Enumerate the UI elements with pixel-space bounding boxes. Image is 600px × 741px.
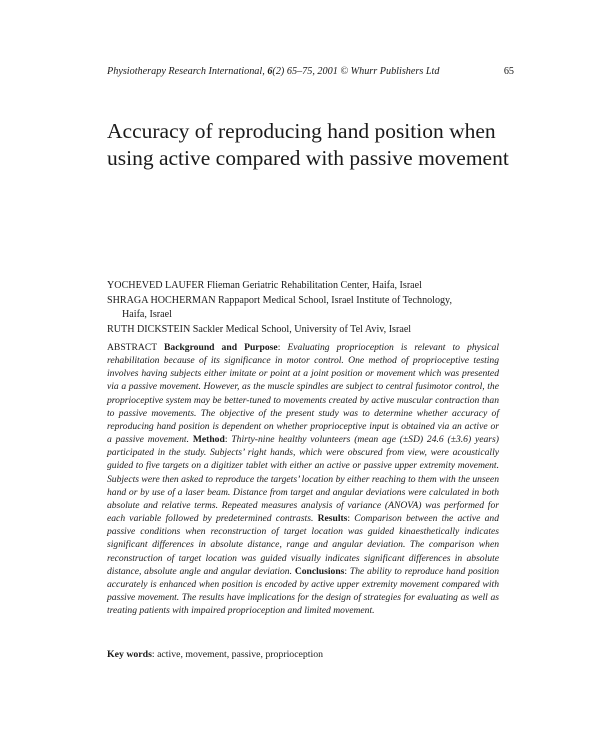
author-entry bbox=[107, 323, 507, 338]
results-heading: Results bbox=[317, 513, 348, 525]
running-header bbox=[107, 66, 514, 80]
author-name: YOCHEVED LAUFER bbox=[107, 280, 205, 291]
keywords: Key words: active, movement, passive, proprioception bbox=[107, 649, 324, 660]
conclusions-text: The ability to reproduce hand position accurately is enhanced when position is encoded by active upper extremity movement compared with passive movement. The results have implications for the design of strategies for evaluating as well as treating patients with impaired proprioception and limited movement. bbox=[107, 565, 500, 617]
background-heading: Background and Purpose bbox=[164, 342, 278, 353]
author-affiliation: Flieman Geriatric Rehabilitation Center, Haifa, Israel bbox=[204, 280, 422, 291]
abstract: ABSTRACT Background and Purpose: Evaluating proprioception is relevant to physical rehabilitation because of its significance in motor control. One method of proprioceptive testing involves having subjects either imitate or point at a joint position or movement which was presented via a passive movement. However, as the muscle spindles are subject to central fusimotor control, the proprioceptive system may be better-tuned to movements created by active muscular contraction than to passive movements. The objective of the present study was to determine whether accuracy of reproducing hand position is dependent on whether proprioceptive input is obtained via an active or a passive movement. Method: Thirty-nine healthy volunteers (mean age (±SD) 24.6 (±3.6) years) participated in the study. Subjects’ right hands, which were obscured from view, were acoustically guided to five targets on a digitizer tablet with either an active or passive upper extremity movement. Subjects were then asked to reproduce the targets’ location by either reaching to them with the unseen hand or by use of a laser beam. Distance from target and angular deviations were calculated in both absolute and relative terms. Repeated measures analysis of variance (ANOVA) was performed for each variable followed by predetermined contrasts. Results: Comparison between the active and passive conditions when reconstruction of target location was guided kinaesthetically indicates significant differences in absolute distance, range and angular deviation. The comparison when reconstruction of target location was guided visually indicates significant differences in absolute distance, absolute angle and angular deviation. Conclusions: The ability to reproduce hand position accurately is enhanced when position is encoded by active upper extremity movement compared with passive movement. The results have implications for the design of strategies for evaluating as well as treating patients with impaired proprioception and limited movement. bbox=[107, 342, 500, 617]
journal-citation: Physiotherapy Research International, 6(2) 65–75, 2001 © Whurr Publishers Ltd bbox=[107, 66, 440, 77]
background-text: Evaluating proprioception is relevant to physical rehabilitation because of its significance in motor control. One method of proprioceptive testing involves having subjects either imitate or point at a joint position or movement which was presented via a passive movement. However, as the muscle spindles are subject to central fusimotor control, the proprioceptive system may be better-tuned to movements created by active muscular contraction than to passive movements. The objective of the present study was to determine whether accuracy of reproducing hand position is dependent on whether proprioceptive input is obtained via an active or a passive movement. bbox=[107, 342, 499, 446]
author-entry bbox=[107, 279, 507, 294]
author-affiliation: Rappaport Medical School, Israel Institute of Technology, bbox=[215, 294, 452, 306]
keywords-label: Key words bbox=[107, 649, 152, 660]
author-affiliation-continued: Haifa, Israel bbox=[122, 309, 172, 320]
results-text: Comparison between the active and passive conditions when reconstruction of target location was guided kinaesthetically indicates significant differences in absolute distance, range and angular deviation. The comparison when reconstruction of target location was guided visually indicates significant differences in absolute distance, absolute angle and angular deviation. bbox=[107, 513, 499, 577]
author-list bbox=[107, 279, 507, 337]
author-affiliation: Sackler Medical School, University of Tel Aviv, Israel bbox=[190, 323, 412, 335]
author-name: RUTH DICKSTEIN bbox=[107, 323, 191, 335]
abstract-label: ABSTRACT bbox=[107, 342, 165, 353]
volume-number: 6 bbox=[267, 66, 273, 77]
keywords-text: active, movement, passive, proprioception bbox=[157, 649, 324, 660]
conclusions-heading: Conclusions bbox=[294, 565, 345, 577]
method-heading: Method bbox=[192, 434, 225, 446]
author-name: SHRAGA HOCHERMAN bbox=[107, 294, 216, 306]
article-title: Accuracy of reproducing hand position when using active compared with passive movement bbox=[107, 119, 509, 170]
method-text: Thirty-nine healthy volunteers (mean age (±SD) 24.6 (±3.6) years) participated in the study. Subjects’ right hands, which were obscured from view, were acoustically guided to five targets on a digitizer tablet with either an active or passive upper extremity movement. Subjects were then asked to reproduce the targets’ location by either reaching to them with the unseen hand or by use of a laser beam. Distance from target and angular deviations were calculated in both absolute and relative terms. Repeated measures analysis of variance (ANOVA) was performed for each variable followed by predetermined contrasts. bbox=[107, 434, 499, 525]
author-entry bbox=[107, 294, 507, 309]
page-number: 65 bbox=[503, 66, 514, 77]
